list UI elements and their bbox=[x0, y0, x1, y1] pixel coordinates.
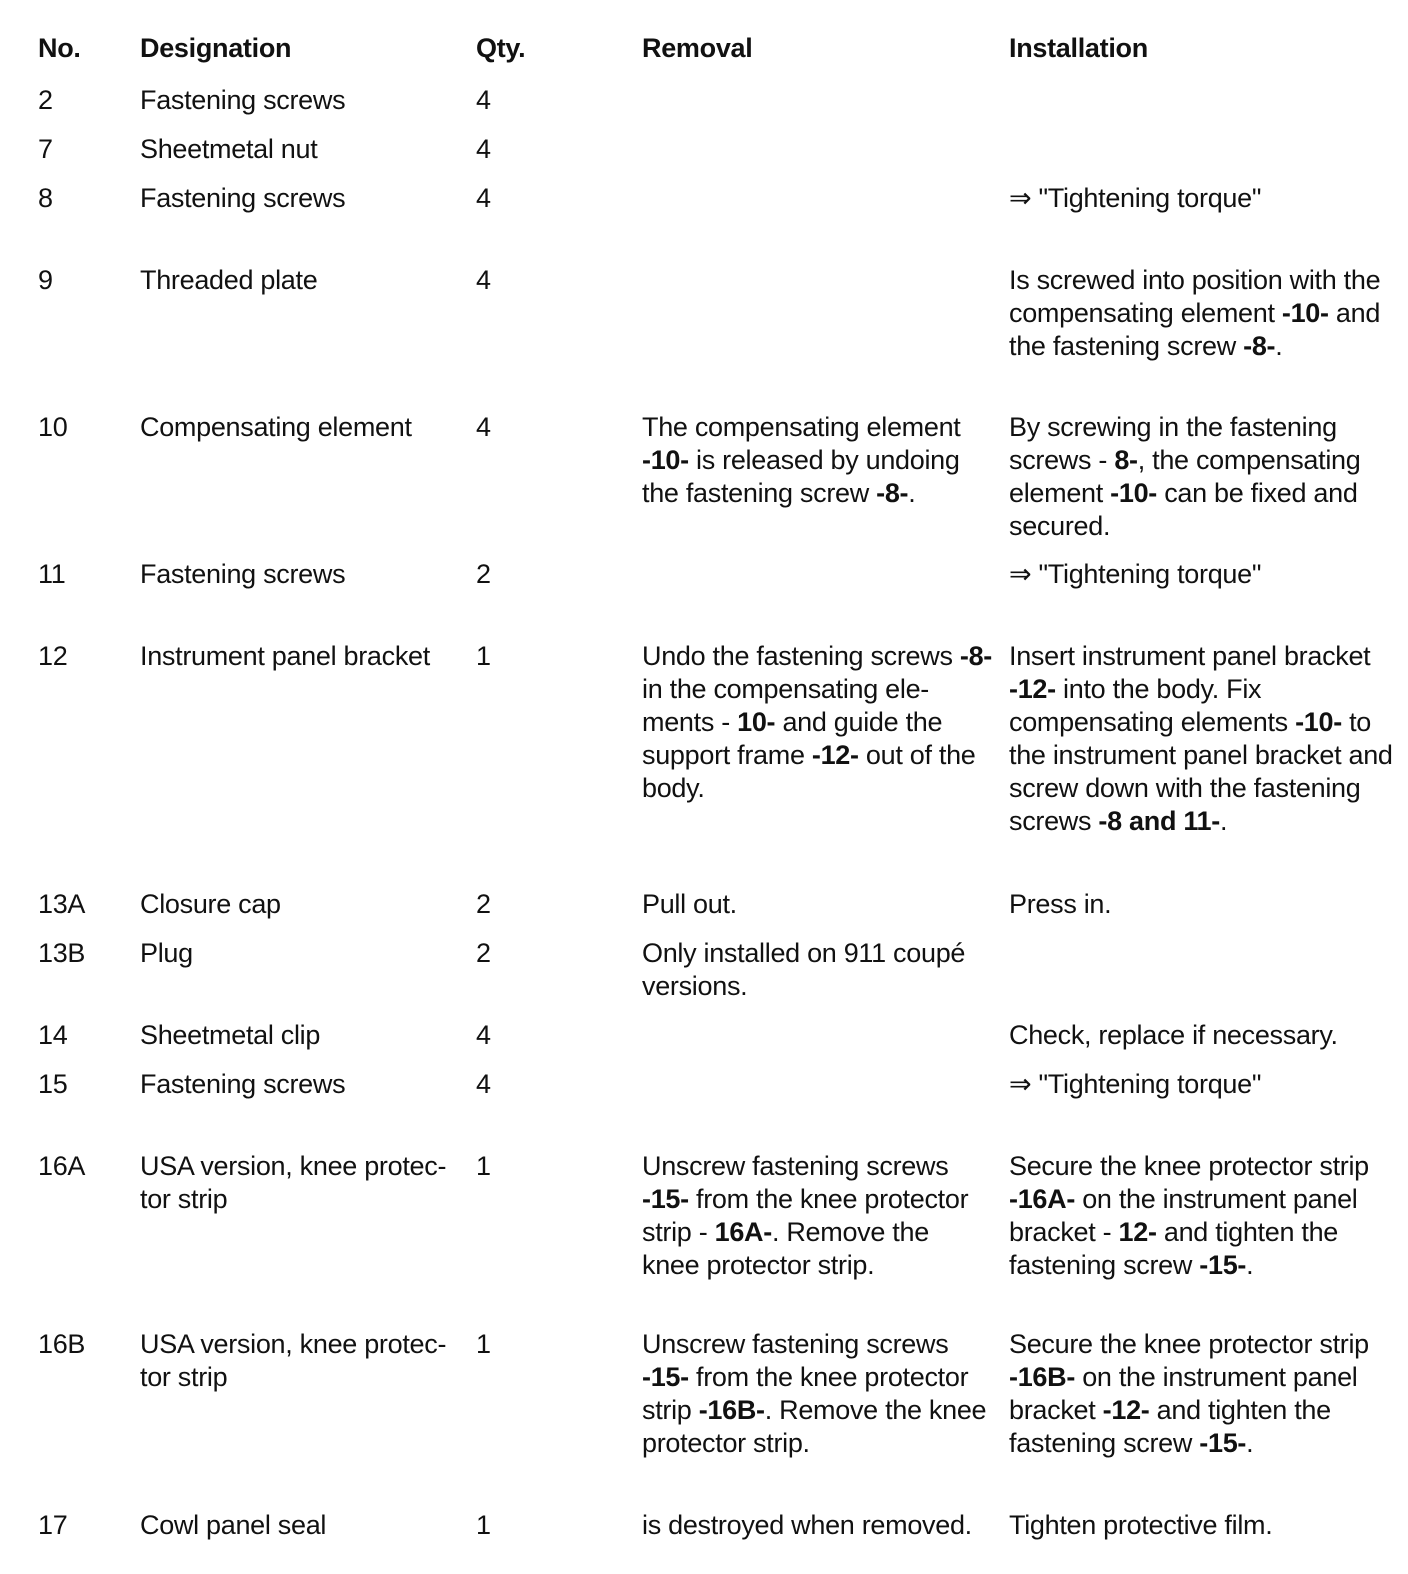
item-designation: Fastening screws bbox=[140, 1069, 346, 1099]
item-designation: Plug bbox=[140, 938, 193, 968]
installation-note-segment: . bbox=[1219, 806, 1228, 836]
item-designation: Sheetmetal clip bbox=[140, 1020, 321, 1050]
installation-note-segment: By screwing in the fastening screws - bbox=[1009, 412, 1337, 475]
removal-note-segment: -15- bbox=[642, 1184, 689, 1214]
header-qty: Qty. bbox=[476, 33, 526, 63]
installation-note-segment: into the body. Fix compensating elements bbox=[1009, 674, 1296, 737]
removal-note bbox=[642, 937, 992, 1003]
installation-note-segment: 8- bbox=[1114, 445, 1138, 475]
installation-note bbox=[1009, 1509, 1404, 1542]
item-number: 16B bbox=[38, 1329, 86, 1359]
installation-note-segment: Tighten protective film. bbox=[1009, 1510, 1273, 1540]
installation-note bbox=[1009, 264, 1404, 363]
item-number: 17 bbox=[38, 1510, 68, 1540]
header-removal: Removal bbox=[642, 33, 753, 63]
header-installation: Installation bbox=[1009, 33, 1148, 63]
item-quantity: 1 bbox=[476, 1151, 491, 1181]
item-number: 9 bbox=[38, 265, 53, 295]
item-designation: USA version, knee protector strip bbox=[140, 1151, 447, 1214]
installation-note-segment: . bbox=[1275, 331, 1283, 361]
item-designation: Threaded plate bbox=[140, 265, 318, 295]
installation-note-segment: can be fixed and secured. bbox=[1009, 478, 1358, 541]
item-quantity: 4 bbox=[476, 265, 491, 295]
removal-note-segment: 16A- bbox=[714, 1217, 772, 1247]
installation-note-segment: Insert instrument panel bracket bbox=[1009, 641, 1371, 671]
item-quantity: 4 bbox=[476, 183, 491, 213]
item-number: 13A bbox=[38, 889, 86, 919]
item-designation: USA version, knee protector strip bbox=[140, 1329, 447, 1392]
installation-note-segment: Is screwed into position with the compensating element bbox=[1009, 265, 1381, 328]
installation-note-segment: -16A- bbox=[1009, 1184, 1076, 1214]
item-quantity: 4 bbox=[476, 1069, 491, 1099]
installation-note-segment: -15- bbox=[1199, 1428, 1247, 1458]
item-quantity: 2 bbox=[476, 938, 491, 968]
item-designation: Instrument panel bracket bbox=[140, 641, 430, 671]
installation-note-segment: -12- bbox=[1102, 1395, 1150, 1425]
installation-note-segment: and tighten the fastening screw bbox=[1009, 1217, 1339, 1280]
installation-note-segment: to the instrument panel bracket and screw down with the fastening screws bbox=[1009, 707, 1393, 836]
removal-note-segment: and guide the support frame bbox=[642, 707, 943, 770]
removal-note-segment: in the compensating elements - bbox=[642, 674, 930, 737]
removal-note-segment: is destroyed when removed. bbox=[642, 1510, 972, 1540]
removal-note-segment: -16B- bbox=[698, 1395, 765, 1425]
removal-note-segment: -12- bbox=[811, 740, 859, 770]
item-number: 15 bbox=[38, 1069, 68, 1099]
installation-note-segment: , the compensating element bbox=[1009, 445, 1361, 508]
item-designation: Fastening screws bbox=[140, 85, 346, 115]
item-quantity: 4 bbox=[476, 1020, 491, 1050]
removal-note bbox=[642, 640, 992, 805]
installation-note-segment: Secure the knee protector strip bbox=[1009, 1151, 1369, 1181]
installation-note-segment: ⇒ "Tightening torque" bbox=[1009, 559, 1262, 589]
installation-note-segment: -10- bbox=[1281, 298, 1329, 328]
removal-note-segment: out of the body. bbox=[642, 740, 976, 803]
removal-note-segment: Only installed on 911 coupé versions. bbox=[642, 938, 966, 1001]
item-designation: Fastening screws bbox=[140, 183, 346, 213]
installation-note-segment: Check, replace if necessary. bbox=[1009, 1020, 1338, 1050]
item-number: 10 bbox=[38, 412, 68, 442]
installation-note-segment: . bbox=[1246, 1250, 1254, 1280]
removal-note-segment: Pull out. bbox=[642, 889, 737, 919]
item-number: 11 bbox=[38, 559, 66, 589]
installation-note-segment: -15- bbox=[1199, 1250, 1247, 1280]
item-quantity: 4 bbox=[476, 85, 491, 115]
installation-note-segment: Press in. bbox=[1009, 889, 1112, 919]
item-quantity: 1 bbox=[476, 641, 491, 671]
installation-note bbox=[1009, 411, 1404, 543]
installation-note-segment: ⇒ "Tightening torque" bbox=[1009, 183, 1262, 213]
installation-note bbox=[1009, 182, 1404, 215]
removal-note-segment: from the knee protector strip - bbox=[642, 1184, 969, 1247]
installation-note-segment: -16B- bbox=[1009, 1362, 1076, 1392]
removal-note-segment: -8- bbox=[959, 641, 992, 671]
installation-note-segment: -8 and 11- bbox=[1098, 806, 1220, 836]
item-quantity: 4 bbox=[476, 134, 491, 164]
removal-note-segment: -15- bbox=[642, 1362, 689, 1392]
installation-note-segment: and the fastening screw bbox=[1009, 298, 1381, 361]
removal-note-segment: The compensating element bbox=[642, 412, 961, 442]
installation-note-segment: 12- bbox=[1118, 1217, 1157, 1247]
removal-note-segment: Unscrew fastening screws bbox=[642, 1329, 949, 1359]
item-number: 7 bbox=[38, 134, 53, 164]
item-number: 2 bbox=[38, 85, 53, 115]
installation-note bbox=[1009, 1328, 1404, 1460]
removal-note-segment: Undo the fastening screws bbox=[642, 641, 960, 671]
item-quantity: 2 bbox=[476, 889, 491, 919]
item-quantity: 1 bbox=[476, 1329, 491, 1359]
item-number: 16A bbox=[38, 1151, 86, 1181]
installation-note bbox=[1009, 1150, 1404, 1282]
item-designation: Sheetmetal nut bbox=[140, 134, 318, 164]
removal-note-segment: 10- bbox=[737, 707, 776, 737]
item-designation: Cowl panel seal bbox=[140, 1510, 327, 1540]
removal-note bbox=[642, 888, 992, 921]
removal-note-segment: -8- bbox=[876, 478, 909, 508]
installation-note-segment: and tighten the fastening screw bbox=[1009, 1395, 1331, 1458]
installation-note bbox=[1009, 640, 1404, 838]
item-designation: Closure cap bbox=[140, 889, 281, 919]
installation-note-segment: on the instrument panel bracket - bbox=[1009, 1184, 1358, 1247]
header-no: No. bbox=[38, 33, 81, 63]
item-number: 13B bbox=[38, 938, 86, 968]
installation-note bbox=[1009, 1019, 1404, 1052]
installation-note bbox=[1009, 1068, 1404, 1101]
removal-note-segment: . bbox=[908, 478, 916, 508]
removal-note-segment: is released by undoing the fastening screw bbox=[642, 445, 960, 508]
installation-note-segment: on the instrument panel bracket bbox=[1009, 1362, 1358, 1425]
removal-note bbox=[642, 411, 992, 510]
installation-note bbox=[1009, 888, 1404, 921]
removal-note-segment: . Remove the knee protector strip. bbox=[642, 1395, 987, 1458]
item-designation: Fastening screws bbox=[140, 559, 346, 589]
installation-note-segment: . bbox=[1246, 1428, 1254, 1458]
removal-note-segment: Unscrew fastening screws bbox=[642, 1151, 949, 1181]
item-number: 8 bbox=[38, 183, 53, 213]
installation-note-segment: ⇒ "Tightening torque" bbox=[1009, 1069, 1262, 1099]
removal-note-segment: from the knee protector strip bbox=[642, 1362, 969, 1425]
item-quantity: 4 bbox=[476, 412, 491, 442]
item-designation: Compensating element bbox=[140, 412, 412, 442]
removal-note bbox=[642, 1509, 992, 1542]
removal-note bbox=[642, 1150, 992, 1282]
item-number: 12 bbox=[38, 641, 68, 671]
installation-note-segment: -8- bbox=[1243, 331, 1276, 361]
installation-note-segment: -10- bbox=[1110, 478, 1157, 508]
removal-note bbox=[642, 1328, 992, 1460]
item-number: 14 bbox=[38, 1020, 68, 1050]
installation-note-segment: Secure the knee protector strip bbox=[1009, 1329, 1369, 1359]
installation-note-segment: -12- bbox=[1009, 674, 1056, 704]
item-quantity: 1 bbox=[476, 1510, 491, 1540]
removal-note-segment: . Remove the knee protector strip. bbox=[642, 1217, 929, 1280]
header-designation: Designation bbox=[140, 33, 292, 63]
item-quantity: 2 bbox=[476, 559, 491, 589]
installation-note bbox=[1009, 558, 1404, 591]
removal-note-segment: -10- bbox=[642, 445, 689, 475]
installation-note-segment: -10- bbox=[1295, 707, 1342, 737]
